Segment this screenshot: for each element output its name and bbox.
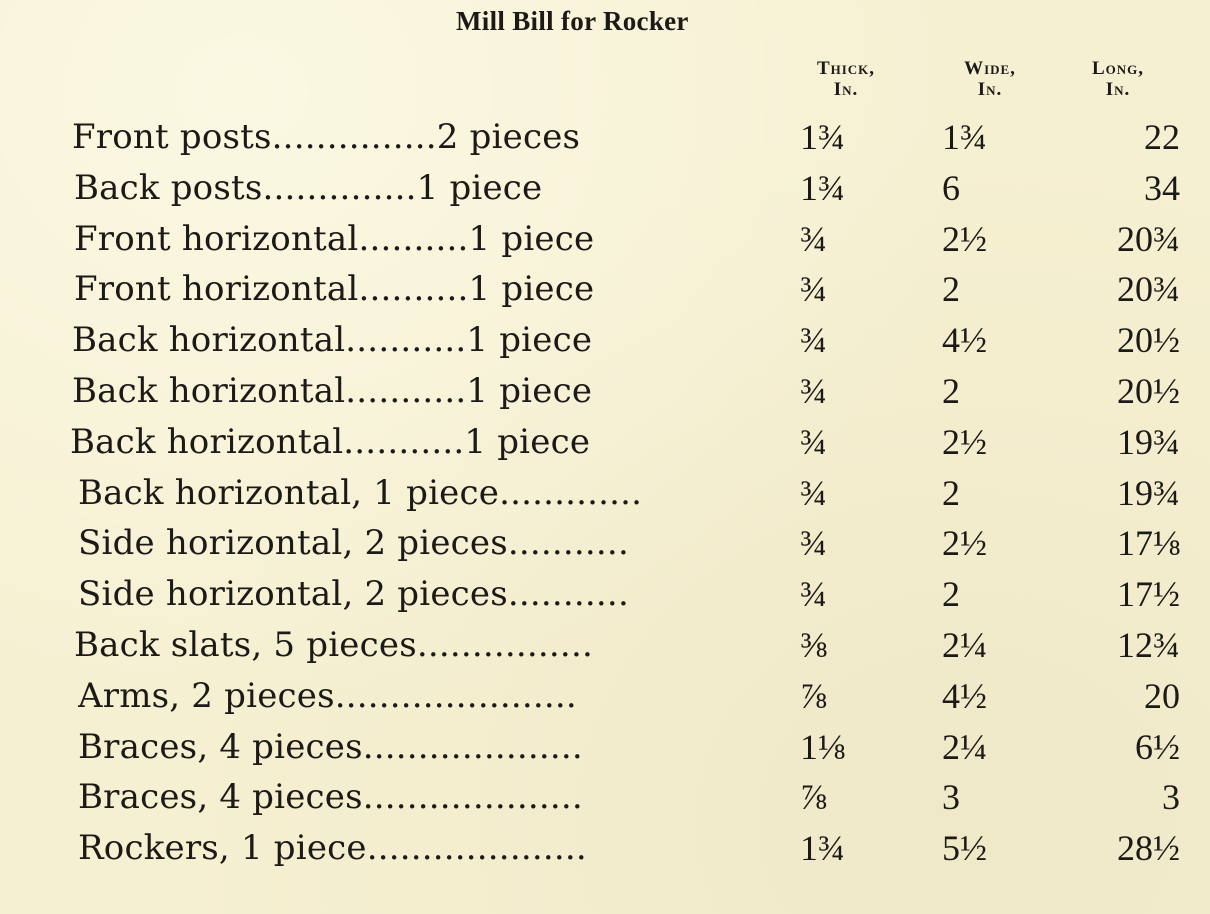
row-description: Back horizontal...........1 piece <box>70 421 591 462</box>
row-description: Back slats, 5 pieces................ <box>74 624 593 665</box>
column-header-long-label: Long, <box>1091 58 1145 79</box>
long-value: 17½ <box>1117 574 1180 615</box>
thick-value: ¾ <box>800 421 827 462</box>
table-row <box>0 264 1210 315</box>
column-header-wide <box>940 58 1040 100</box>
table-row <box>0 569 1210 620</box>
thick-value: ¾ <box>800 574 827 615</box>
row-description: Braces, 4 pieces.................... <box>78 726 583 767</box>
row-description: Front posts...............2 pieces <box>72 117 581 157</box>
table-row <box>0 366 1210 417</box>
long-value: 19¾ <box>1117 472 1180 513</box>
wide-value: 2½ <box>942 218 987 259</box>
wide-value: 6 <box>942 167 960 208</box>
thick-value: ⅞ <box>800 777 827 818</box>
thick-value: ⅞ <box>800 675 827 716</box>
wide-value: 1¾ <box>942 117 987 157</box>
page-title: Mill Bill for Rocker <box>456 6 689 36</box>
row-description: Arms, 2 pieces...................... <box>78 675 577 716</box>
thick-value: ¾ <box>800 472 827 513</box>
thick-value: 1⅛ <box>800 726 845 767</box>
row-description: Braces, 4 pieces.................... <box>78 777 583 818</box>
row-description: Side horizontal, 2 pieces........... <box>78 523 629 564</box>
wide-value: 2 <box>942 472 960 513</box>
table-row <box>0 518 1210 569</box>
column-header-long <box>1068 58 1168 100</box>
table-row <box>0 214 1210 265</box>
thick-value: ¾ <box>800 370 827 411</box>
long-value: 20½ <box>1117 320 1180 361</box>
wide-value: 4½ <box>942 320 987 361</box>
wide-value: 2¼ <box>942 726 987 767</box>
long-value: 20¾ <box>1117 269 1180 310</box>
wide-value: 2 <box>942 269 960 310</box>
wide-value: 2 <box>942 370 960 411</box>
row-description: Front horizontal..........1 piece <box>74 269 595 310</box>
table-row <box>0 671 1210 722</box>
long-value: 3 <box>1162 777 1180 818</box>
table-row <box>0 163 1210 214</box>
table-row <box>0 823 1210 874</box>
wide-value: 3 <box>942 777 960 818</box>
long-value: 34 <box>1144 167 1180 208</box>
mill-bill-table <box>0 112 1210 874</box>
long-value: 28½ <box>1117 828 1180 869</box>
row-description: Rockers, 1 piece.................... <box>78 828 587 869</box>
wide-value: 2½ <box>942 421 987 462</box>
row-description: Back posts..............1 piece <box>74 167 543 208</box>
table-row <box>0 468 1210 519</box>
table-row <box>0 417 1210 468</box>
wide-value: 2½ <box>942 523 987 564</box>
table-row <box>0 772 1210 823</box>
long-value: 17⅛ <box>1117 523 1180 564</box>
column-header-thick-unit: In. <box>833 79 859 100</box>
long-value: 20½ <box>1117 370 1180 411</box>
long-value: 6½ <box>1135 726 1180 767</box>
wide-value: 4½ <box>942 675 987 716</box>
column-header-thick-label: Thick, <box>816 58 876 79</box>
table-row <box>0 315 1210 366</box>
long-value: 12¾ <box>1117 624 1180 665</box>
thick-value: 1¾ <box>800 117 845 157</box>
thick-value: 1¾ <box>800 828 845 869</box>
thick-value: 1¾ <box>800 167 845 208</box>
thick-value: ¾ <box>800 523 827 564</box>
long-value: 20¾ <box>1117 218 1180 259</box>
row-description: Back horizontal, 1 piece............. <box>78 472 643 513</box>
wide-value: 2 <box>942 574 960 615</box>
column-header-wide-unit: In. <box>977 79 1003 100</box>
row-description: Side horizontal, 2 pieces........... <box>78 574 629 615</box>
thick-value: ¾ <box>800 320 827 361</box>
row-description: Back horizontal...........1 piece <box>72 370 593 411</box>
long-value: 20 <box>1144 675 1180 716</box>
row-description: Front horizontal..........1 piece <box>74 218 595 259</box>
long-value: 22 <box>1144 117 1180 157</box>
column-header-long-unit: In. <box>1105 79 1131 100</box>
thick-value: ¾ <box>800 218 827 259</box>
thick-value: ⅜ <box>800 624 827 665</box>
wide-value: 2¼ <box>942 624 987 665</box>
row-description: Back horizontal...........1 piece <box>72 320 593 361</box>
table-row <box>0 620 1210 671</box>
table-row <box>0 722 1210 773</box>
wide-value: 5½ <box>942 828 987 869</box>
thick-value: ¾ <box>800 269 827 310</box>
column-header-wide-label: Wide, <box>964 58 1016 79</box>
table-row <box>0 112 1210 163</box>
long-value: 19¾ <box>1117 421 1180 462</box>
column-header-thick <box>796 58 896 100</box>
